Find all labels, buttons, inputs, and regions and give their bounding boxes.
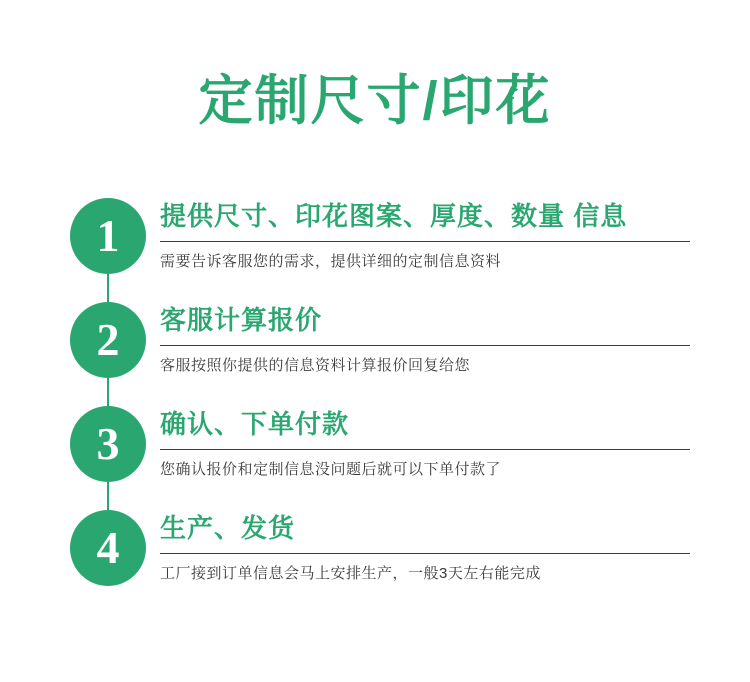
step-badge-wrap [70,406,156,482]
divider [160,553,690,554]
step-number-badge: 2 [70,302,146,378]
divider [160,449,690,450]
step-heading: 确认、下单付款 [160,409,350,439]
step-number-badge: 1 [70,198,146,274]
list-item [70,510,690,614]
step-description: 您确认报价和定制信息没问题后就可以下单付款了 [160,460,502,478]
step-content [156,406,690,480]
step-description: 工厂接到订单信息会马上安排生产，一般3天左右能完成 [160,564,541,582]
step-heading: 生产、发货 [160,513,296,543]
step-number-badge: 4 [70,510,146,586]
step-description: 客服按照你提供的信息资料计算报价回复给您 [160,356,471,374]
step-content [156,198,690,272]
step-number-badge: 3 [70,406,146,482]
list-item [70,198,690,302]
divider [160,345,690,346]
step-connector-line [107,378,109,408]
list-item [70,302,690,406]
step-content [156,510,690,584]
list-item [70,406,690,510]
step-badge-wrap [70,302,156,378]
step-heading: 客服计算报价 [160,305,323,335]
step-badge-wrap [70,510,156,586]
step-connector-line [107,274,109,304]
steps-list [70,198,690,614]
step-content [156,302,690,376]
step-description: 需要告诉客服您的需求，提供详细的定制信息资料 [160,252,502,270]
page-title: 定制尺寸/印花 [198,71,552,131]
divider [160,241,690,242]
step-heading: 提供尺寸、印花图案、厚度、数量 信息 [160,201,628,231]
step-badge-wrap [70,198,156,274]
step-connector-line [107,482,109,512]
